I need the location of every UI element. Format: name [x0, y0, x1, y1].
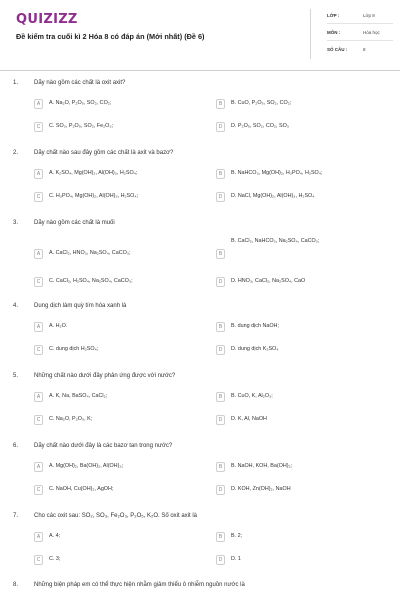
question-number: 1.	[13, 80, 19, 86]
question-number: 6.	[13, 443, 19, 449]
option-text: A. CaCl₂, HNO₃, Na₂SO₄, CaCO₃;	[49, 250, 131, 256]
option-c[interactable]	[34, 485, 204, 497]
question-text: Dung dịch làm quỳ tím hóa xanh là	[34, 303, 127, 309]
option-b[interactable]	[216, 462, 386, 474]
meta-info-box	[310, 9, 394, 59]
option-letter: A	[34, 392, 43, 402]
question-text: Những biện pháp em có thể thực hiện nhằm giảm thiểu ô nhiễm nguồn nước là	[34, 582, 245, 588]
option-text: A. Na₂O, P₂O₅, SO₂, CO₂;	[49, 100, 112, 106]
question-text: Dãy chất nào dưới đây là các bazơ tan trong nước?	[34, 443, 173, 449]
option-text: B. NaHCO₃, Mg(OH)₂, H₃PO₄, H₂SO₄;	[231, 170, 323, 176]
question-number: 4.	[13, 303, 19, 309]
option-a[interactable]	[34, 532, 204, 544]
question-number: 3.	[13, 220, 19, 226]
option-b[interactable]	[216, 169, 386, 181]
option-letter: C	[34, 345, 43, 355]
option-letter: B	[216, 249, 225, 259]
meta-row-class	[327, 9, 393, 24]
option-a[interactable]	[34, 99, 204, 111]
option-letter: D	[216, 122, 225, 132]
option-d[interactable]	[216, 192, 386, 204]
option-text: B. dung dịch NaOH;	[231, 323, 279, 329]
option-letter: C	[34, 192, 43, 202]
option-letter: D	[216, 192, 225, 202]
option-text: B. NaOH, KOH, Ba(OH)₂;	[231, 463, 293, 469]
option-letter: D	[216, 555, 225, 565]
option-letter: B	[216, 322, 225, 332]
option-text: D. P₂O₅, SO₂, CO₂, SO₃	[231, 123, 289, 129]
option-text: C. Na₂O, P₂O₅, K;	[49, 416, 93, 422]
option-text: C. H₃PO₄, Mg(OH)₂, Al(OH)₃, H₂SO₄;	[49, 193, 139, 199]
option-text: D. HNO₃, CaCl₂, Na₂SO₄, CaO	[231, 278, 306, 284]
meta-value: 8	[363, 47, 366, 52]
meta-row-count	[327, 43, 393, 58]
option-letter: B	[216, 532, 225, 542]
question-text: Dãy nào gồm các chất là muối	[34, 220, 115, 226]
question-text: Dãy nào gồm các chất là oxit axit?	[34, 80, 126, 86]
option-letter: D	[216, 277, 225, 287]
option-text: B. CaCl₂, NaHCO₃, Na₂SO₄, CaCO₃;	[231, 238, 320, 244]
option-d[interactable]	[216, 555, 386, 567]
option-c[interactable]	[34, 277, 204, 289]
quizizz-logo: QUIZIZZ	[16, 12, 78, 27]
option-a[interactable]	[34, 392, 204, 404]
option-letter: A	[34, 169, 43, 179]
option-text: C. dung dịch H₂SO₄;	[49, 346, 99, 352]
option-text: B. CuO, P₂O₅, SO₂, CO₂;	[231, 100, 292, 106]
option-d[interactable]	[216, 122, 386, 134]
option-c[interactable]	[34, 555, 204, 567]
option-letter: C	[34, 485, 43, 495]
option-text: C. SO₃, P₂O₅, SO₂, Fe₂O₃;	[49, 123, 114, 129]
question-number: 2.	[13, 150, 19, 156]
option-text: D. 1	[231, 556, 241, 562]
option-c[interactable]	[34, 122, 204, 134]
option-d[interactable]	[216, 345, 386, 357]
option-letter: B	[216, 392, 225, 402]
option-text: B. 2;	[231, 533, 243, 539]
option-letter: C	[34, 122, 43, 132]
option-letter: A	[34, 322, 43, 332]
option-b[interactable]	[216, 238, 386, 261]
option-a[interactable]	[34, 322, 204, 334]
option-letter: B	[216, 462, 225, 472]
option-b[interactable]	[216, 392, 386, 404]
option-text: C. CaCl₂, H₂SO₄, Na₂SO₄, CaCO₃;	[49, 278, 133, 284]
option-text: A. K₂SO₄, Mg(OH)₂, Al(OH)₃, H₂SO₄;	[49, 170, 138, 176]
meta-row-subject	[327, 26, 393, 41]
option-a[interactable]	[34, 169, 204, 181]
option-text: A. K, Na, BaSO₄, CaCl₂;	[49, 393, 108, 399]
option-letter: B	[216, 169, 225, 179]
question-number: 8.	[13, 582, 19, 588]
option-letter: D	[216, 485, 225, 495]
option-c[interactable]	[34, 192, 204, 204]
option-d[interactable]	[216, 415, 386, 427]
option-letter: C	[34, 555, 43, 565]
option-d[interactable]	[216, 277, 386, 289]
question-number: 5.	[13, 373, 19, 379]
meta-value: Lớp 8	[363, 13, 375, 18]
meta-key: LỚP :	[327, 13, 340, 18]
option-letter: D	[216, 345, 225, 355]
option-text: D. NaCl, Mg(OH)₂, Al(OH)₃, H₂SO₄	[231, 193, 315, 199]
option-text: B. CuO, K, Al₂O₃;	[231, 393, 273, 399]
option-a[interactable]	[34, 462, 204, 474]
meta-key: MÔN :	[327, 30, 341, 35]
option-c[interactable]	[34, 345, 204, 357]
option-text: D. K, Al, NaOH	[231, 416, 267, 422]
question-text: Dãy chất nào sau đây gồm các chất là axit và bazơ?	[34, 150, 174, 156]
option-d[interactable]	[216, 485, 386, 497]
option-b[interactable]	[216, 532, 386, 544]
question-text: Cho các oxit sau: SO₂, SO₃, Fe₂O₃, P₂O₅, K₂O. Số oxit axit là	[34, 513, 198, 519]
option-a[interactable]	[34, 249, 204, 261]
option-letter: A	[34, 532, 43, 542]
option-text: A. 4;	[49, 533, 61, 539]
option-letter: A	[34, 249, 43, 259]
option-letter: A	[34, 462, 43, 472]
option-letter: C	[34, 277, 43, 287]
option-text: C. 3;	[49, 556, 61, 562]
question-number: 7.	[13, 513, 19, 519]
worksheet-header	[0, 0, 400, 70]
meta-key: SỐ CÂU :	[327, 47, 348, 52]
question-text: Những chất nào dưới đây phản ứng được với nước?	[34, 373, 176, 379]
option-text: A. H₂O.	[49, 323, 68, 329]
option-letter: B	[216, 99, 225, 109]
option-letter: C	[34, 415, 43, 425]
option-b[interactable]	[216, 99, 386, 111]
option-letter: D	[216, 415, 225, 425]
option-text: A. Mg(OH)₂, Ba(OH)₂, Al(OH)₃;	[49, 463, 124, 469]
option-b[interactable]	[216, 322, 386, 334]
option-text: D. dung dịch K₂SO₄	[231, 346, 279, 352]
option-c[interactable]	[34, 415, 204, 427]
worksheet-title: Đề kiểm tra cuối kì 2 Hóa 8 có đáp án (Mới nhất) (Đề 6)	[16, 32, 205, 41]
header-divider	[0, 70, 400, 71]
option-letter: A	[34, 99, 43, 109]
option-text: C. NaOH, Cu(OH)₂, AgOH;	[49, 486, 114, 492]
option-text: D. KOH, Zn(OH)₂, NaOH	[231, 486, 291, 492]
meta-value: Hóa học	[363, 30, 380, 35]
